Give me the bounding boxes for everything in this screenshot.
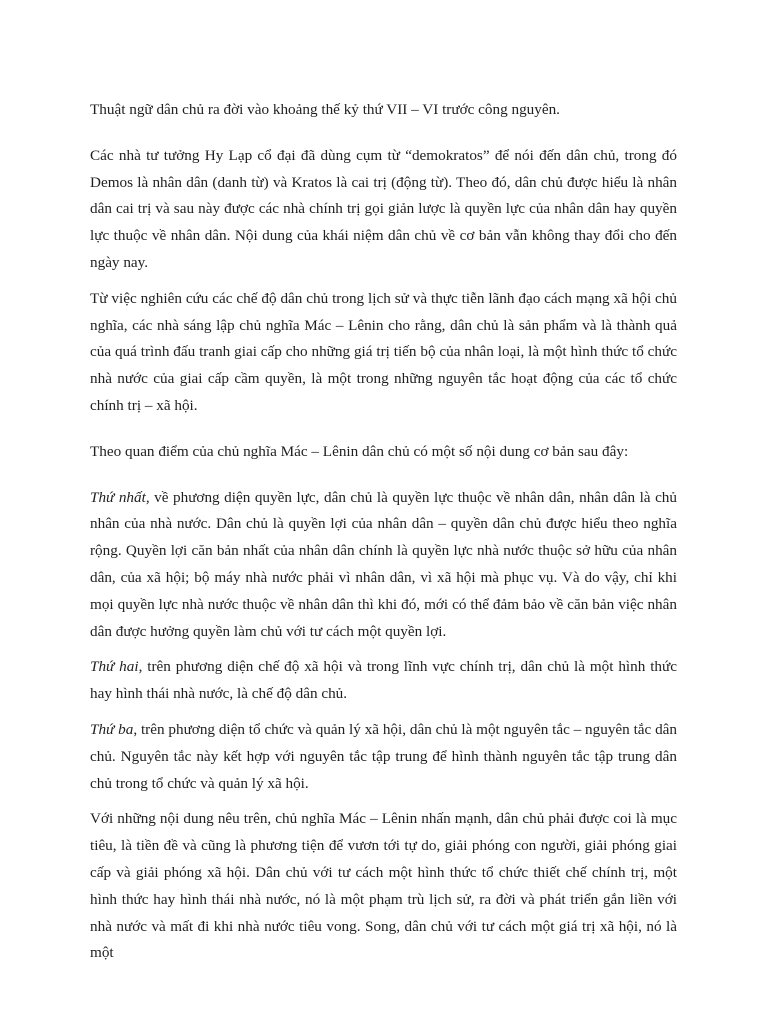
paragraph [90,439,677,466]
paragraph [90,806,677,967]
paragraph-lead-italic: Thứ hai [90,658,139,676]
paragraph [90,485,677,646]
paragraph-lead-italic: Thứ nhất [90,488,146,506]
paragraph-text: Với những nội dung nêu trên, chủ nghĩa Mác – Lênin nhấn mạnh, dân chủ phải được coi là mục tiêu, là tiền đề và cũng là phương tiện để vươn tới tự do, giải phóng con người, giải phóng giai cấp và giải phóng xã hội. Dân chủ với tư cách một hình thức tổ chức thiết chế chính trị, một hình thức hay hình thái nhà nước, nó là một phạm trù lịch sử, ra đời và phát triển gắn liền với nhà nước và mất đi khi nhà nước tiêu vong. Song, dân chủ với tư cách một giá trị xã hội, nó là một [90,810,677,962]
paragraph-text: , về phương diện quyền lực, dân chủ là quyền lực thuộc về nhân dân, nhân dân là chủ nhân của nhà nước. Dân chủ là quyền lợi của nhân dân – quyền dân chủ được hiểu theo nghĩa rộng. Quyền lợi căn bản nhất của nhân dân chính là quyền lực nhà nước thuộc sở hữu của nhân dân, của xã hội; bộ máy nhà nước phải vì nhân dân, vì xã hội mà phục vụ. Và do vậy, chỉ khi mọi quyền lực nhà nước thuộc về nhân dân thì khi đó, mới có thể đảm bảo về căn bản việc nhân dân được hưởng quyền làm chủ với tư cách một quyền lợi. [90,488,677,640]
paragraph [90,143,677,277]
paragraph-text: Theo quan điểm của chủ nghĩa Mác – Lênin dân chủ có một số nội dung cơ bản sau đây: [90,442,629,460]
paragraph [90,286,677,420]
paragraph-text: , trên phương diện chế độ xã hội và trong lĩnh vực chính trị, dân chủ là một hình thức hay hình thái nhà nước, là chế độ dân chủ. [90,658,677,703]
paragraph-text: , trên phương diện tổ chức và quản lý xã hội, dân chủ là một nguyên tắc – nguyên tắc dân chủ. Nguyên tắc này kết hợp với nguyên tắc tập trung để hình thành nguyên tắc tập trung dân chủ trong tổ chức và quản lý xã hội. [90,720,678,792]
paragraph [90,717,677,797]
paragraph-text: Thuật ngữ dân chủ ra đời vào khoảng thế kỷ thứ VII – VI trước công nguyên. [90,101,560,118]
paragraph-text: Từ việc nghiên cứu các chế độ dân chủ trong lịch sử và thực tiễn lãnh đạo cách mạng xã hội chủ nghĩa, các nhà sáng lập chủ nghĩa Mác – Lênin cho rằng, dân chủ là sản phẩm và là thành quả của quá trình đấu tranh giai cấp cho những giá trị tiến bộ của nhân loại, là một hình thức tổ chức nhà nước của giai cấp cầm quyền, là một trong những nguyên tắc hoạt động của các tổ chức chính trị – xã hội. [90,289,677,414]
paragraph [90,654,677,708]
paragraph [90,97,677,124]
paragraph-text: Các nhà tư tưởng Hy Lạp cổ đại đã dùng cụm từ “demokratos” để nói đến dân chủ, trong đó Demos là nhân dân (danh từ) và Kratos là cai trị (động từ). Theo đó, dân chủ được hiểu là nhân dân cai trị và sau này được các nhà chính trị gọi giản lược là quyền lực của nhân dân hay quyền lực thuộc về nhân dân. Nội dung của khái niệm dân chủ về cơ bản vẫn không thay đổi cho đến ngày nay. [90,146,677,271]
paragraph-lead-italic: Thứ ba [90,720,134,738]
